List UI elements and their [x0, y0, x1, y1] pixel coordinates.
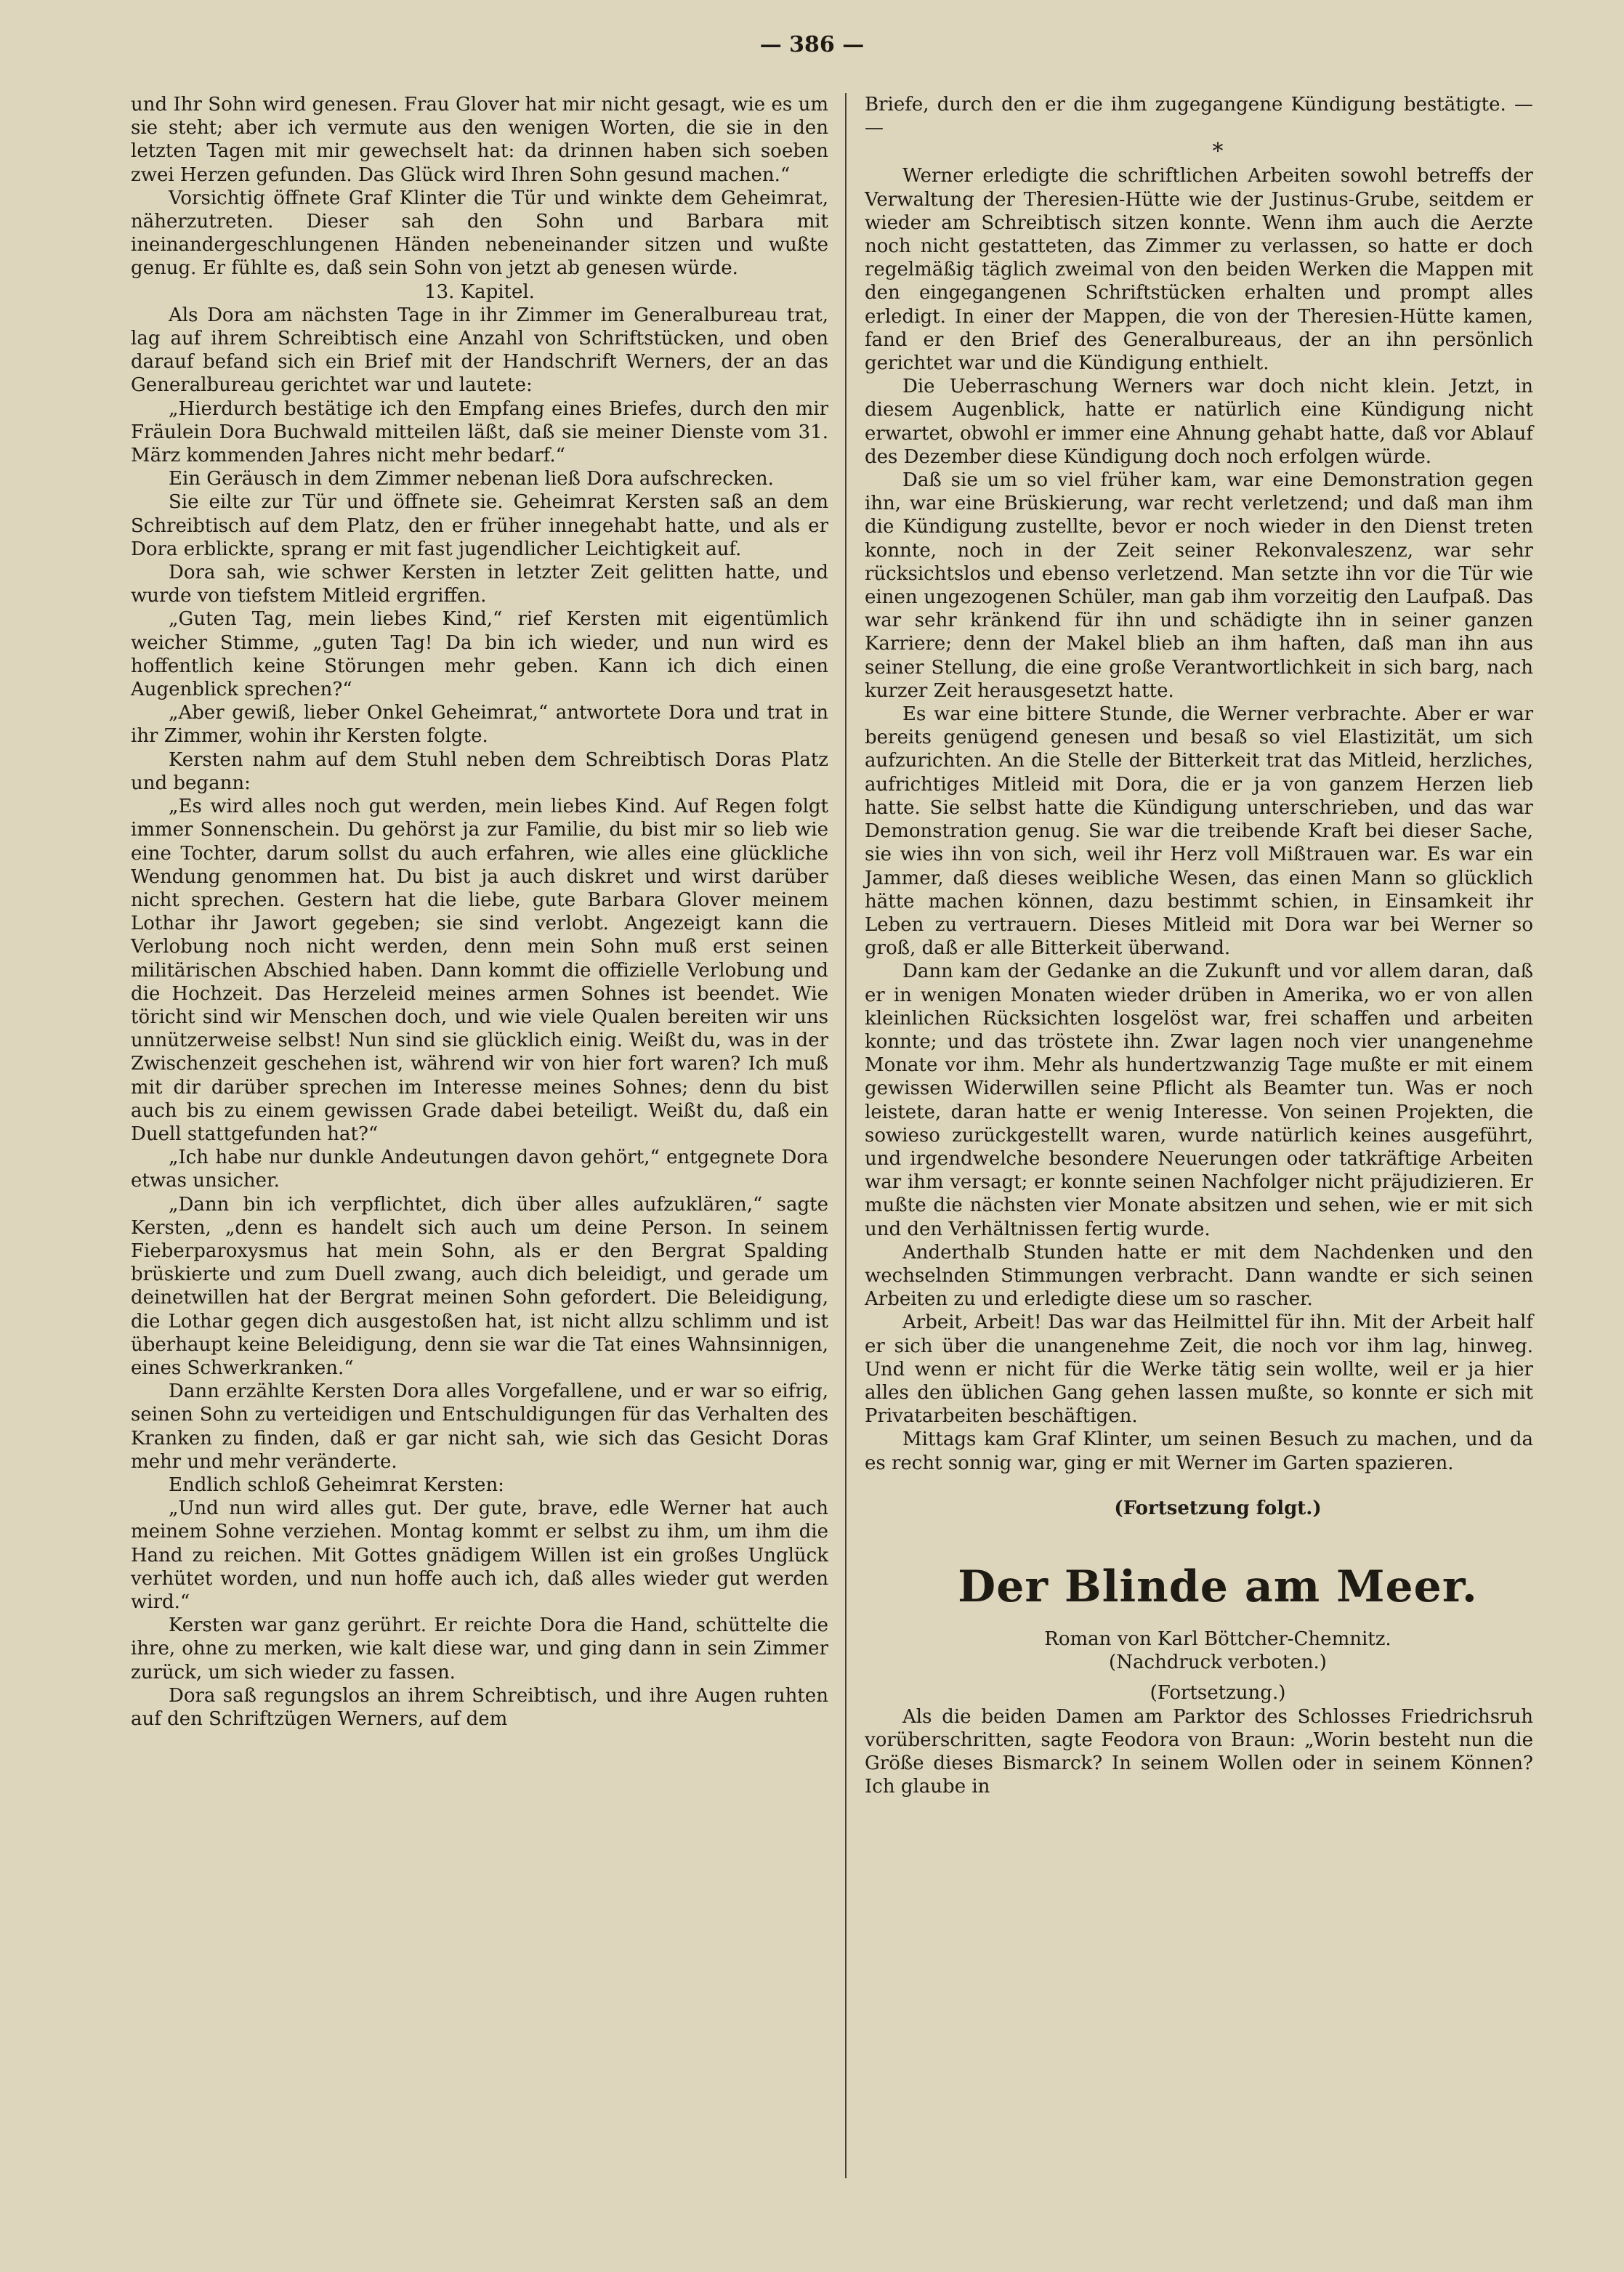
paragraph: Kersten war ganz gerührt. Er reichte Dora die Hand, schüttelte die ihre, ohne zu merken, wie kalt diese war, und ging dann in sein Zimmer zurück, um sich wieder zu fassen.: [131, 1614, 828, 1683]
chapter-heading: 13. Kapitel.: [424, 280, 535, 303]
paragraph: „Hierdurch bestätige ich den Empfang eines Briefes, durch den mir Fräulein Dora Buchwald mitteilen läßt, daß sie meiner Dienste vom 31. März kommenden Jahres nicht mehr bedarf.“: [131, 397, 828, 467]
paragraph: Dora saß regungslos an ihrem Schreibtisch, und ihre Augen ruhten auf den Schriftzügen Werners, auf dem: [131, 1684, 828, 1731]
reprint-notice: (Nachdruck verboten.): [1109, 1652, 1327, 1674]
paragraph: Ein Geräusch in dem Zimmer nebenan ließ Dora aufschrecken.: [169, 468, 774, 490]
paragraph: und Ihr Sohn wird genesen. Frau Glover hat mir nicht gesagt, wie es um sie steht; aber ich vermute aus den wenigen Worten, die sie in den letzten Tagen mit mir gewechselt hat: da drinnen haben sich soeben zwei Herzen gefunden. Das Glück wird Ihren Sohn gesund machen.“: [131, 94, 828, 186]
paragraph: „Aber gewiß, lieber Onkel Geheimrat,“ antwortete Dora und trat in ihr Zimmer, wohin ihr Kersten folgte.: [131, 702, 828, 748]
paragraph: „Dann bin ich verpflichtet, dich über alles aufzuklären,“ sagte Kersten, „denn es handelt sich auch um deine Person. In seinem Fieberparoxysmus hat mein Sohn, als er den Bergrat Spalding brüskierte und zum Duell zwang, auch dich beleidigt, und gerade um deinetwillen hat der Bergrat meinen Sohn gefordert. Die Beleidigung, die Lothar gegen dich ausgestoßen hat, ist nicht allzu schlimm und ist überhaupt keine Beleidigung, denn sie war die Tat eines Wahnsinnigen, eines Schwerkranken.“: [131, 1193, 828, 1379]
paragraph: Vorsichtig öffnete Graf Klinter die Tür und winkte dem Geheimrat, näherzutreten. Dieser sah den Sohn und Barbara mit ineinandergeschlungenen Händen nebeneinander sitzen und wußte genug. Er fühlte es, daß sein Sohn von jetzt ab genesen würde.: [131, 187, 828, 280]
paragraph: Dann erzählte Kersten Dora alles Vorgefallene, und er war so eifrig, seinen Sohn zu verteidigen und Entschuldigungen für das Verhalten des Kranken zu finden, daß er gar nicht sah, wie sich das Gesicht Doras mehr und mehr veränderte.: [131, 1380, 828, 1473]
paragraph: „Ich habe nur dunkle Andeutungen davon gehört,“ entgegnete Dora etwas unsicher.: [131, 1147, 828, 1192]
paragraph: „Es wird alles noch gut werden, mein liebes Kind. Auf Regen folgt immer Sonnenschein. Du gehörst ja zur Familie, du bist mir so lieb wie eine Tochter, darum sollst du auch erfahren, wie alles eine glückliche Wendung genommen hat. Du bist ja auch diskret und wirst darüber nicht sprechen. Gestern hat die liebe, gute Barbara Glover meinem Lothar ihr Jawort gegeben; sie sind verlobt. Angezeigt kann die Verlobung noch nicht werden, denn mein Sohn muß erst seinen militärischen Abschied haben. Dann kommt die offizielle Verlobung und die Hochzeit. Das Herzeleid meines armen Sohnes ist beendet. Wie töricht sind wir Menschen doch, und wie viele Qualen bereiten wir uns unnützerweise selbst! Nun sind sie glücklich einig. Weißt du, was in der Zwischenzeit geschehen ist, während wir von hier fort waren? Ich muß mit dir darüber sprechen im Interesse meines Sohnes; denn du bist auch bis zu einem gewissen Grade dabei beteiligt. Weißt du, daß ein Duell stattgefunden hat?“: [131, 796, 828, 1145]
paragraph: Dora sah, wie schwer Kersten in letzter Zeit gelitten hatte, und wurde von tiefstem Mitleid ergriffen.: [131, 562, 828, 607]
paragraph: Sie eilte zur Tür und öffnete sie. Geheimrat Kersten saß an dem Schreibtisch auf dem Platz, den er früher innegehabt hatte, und als er Dora erblickte, sprang er mit fast jugendlicher Leichtigkeit auf.: [131, 491, 828, 560]
paragraph: Es war eine bittere Stunde, die Werner verbrachte. Aber er war bereits genügend genesen und besaß so viel Elastizität, um sich aufzurichten. An die Stelle der Bitterkeit trat das Mitleid, herzliches, aufrichtiges Mitleid mit Dora, die er ja von ganzem Herzen lieb hatte. Sie selbst hatte die Kündigung unterschrieben, und das war Demonstration genug. Sie war die treibende Kraft bei dieser Sache, sie wies ihn von sich, weil ihr Herz voll Mißtrauen war. Es war ein Jammer, daß dieses weibliche Wesen, das einen Mann so glücklich hätte machen können, dazu bestimmt schien, in Einsamkeit ihr Leben zu vertrauern. Dieses Mitleid mit Dora war bei Werner so groß, daß er alle Bitterkeit überwand.: [865, 703, 1533, 960]
paragraph: Dann kam der Gedanke an die Zukunft und vor allem daran, daß er in wenigen Monaten wieder drüben in Amerika, wo er von allen kleinlichen Rücksichten losgelöst war, frei schaffen und arbeiten konnte; und das tröstete ihn. Zwar lagen noch vier unangenehme Monate vor ihm. Mehr als hundertzwanzig Tage mußte er mit einem gewissen Widerwillen seine Pflicht als Beamter tun. Was er noch leistete, daran hatte er wenig Interesse. Von seinen Projekten, die sowieso zurückgestellt waren, wurde natürlich keines ausgeführt, und irgendwelche besondere Neuerungen oder tatkräftige Arbeiten war ihm versagt; er konnte seinen Nachfolger nicht präjudizieren. Er mußte die nächsten vier Monate absitzen und sehen, wie er mit sich und den Verhältnissen fertig wurde.: [865, 961, 1533, 1240]
continuation-label: (Fortsetzung.): [1150, 1682, 1286, 1705]
paragraph: Die Ueberraschung Werners war doch nicht klein. Jetzt, in diesem Augenblick, hatte er natürlich eine Kündigung nicht erwartet, obwohl er immer eine Ahnung gehabt hatte, daß vor Ablauf des Dezember diese Kündigung doch noch erfolgen würde.: [865, 376, 1533, 468]
continuation-note: (Fortsetzung folgt.): [1114, 1497, 1322, 1519]
paragraph: „Und nun wird alles gut. Der gute, brave, edle Werner hat auch meinem Sohne verziehen. Montag kommt er selbst zu ihm, um ihm die Hand zu reichen. Mit Gottes gnädigem Willen ist ein großes Unglück verhütet worden, und nun hoffe auch ich, daß alles wieder gut werden wird.“: [131, 1497, 828, 1613]
left-column: [131, 93, 828, 1731]
novel-section: [865, 1561, 1533, 1798]
paragraph: Als die beiden Damen am Parktor des Schlosses Friedrichsruh vorüberschritten, sagte Feodora von Braun: „Worin besteht nun die Größe dieses Bismarck? In seinem Wollen oder in seinem Können? Ich glaube in: [865, 1705, 1533, 1798]
paragraph: Werner erledigte die schriftlichen Arbeiten sowohl betreffs der Verwaltung der Theresien-Hütte wie der Justinus-Grube, seitdem er wieder am Schreibtisch sitzen konnte. Wenn ihm auch die Aerzte noch nicht gestatteten, das Zimmer zu verlassen, so hatte er doch regelmäßig täglich zweimal von den beiden Werken die Mappen mit den eingegangenen Schriftstücken erhalten und prompt alles erledigt. In einer der Mappen, die von der Theresien-Hütte kamen, fand er den Brief des Generalbureaus, der an ihn persönlich gerichtet war und die Kündigung enthielt.: [865, 165, 1533, 375]
paragraph: Daß sie um so viel früher kam, war eine Demonstration gegen ihn, war eine Brüskierung, war recht verletzend; und daß man ihm die Kündigung zustellte, bevor er noch wieder in den Dienst treten konnte, noch in der Zeit seiner Rekonvaleszenz, war sehr rücksichtslos und ebenso verletzend. Man setzte ihn vor die Tür wie einen ungezogenen Schüler, man gab ihm vorzeitig den Laufpaß. Das war sehr kränkend für ihn und schädigte ihn in seiner ganzen Karriere; denn der Makel blieb an ihm haften, daß man ihn aus seiner Stellung, die eine große Verantwortlichkeit in sich barg, nach kurzer Zeit herausgesetzt hatte.: [865, 469, 1533, 702]
paragraph: Anderthalb Stunden hatte er mit dem Nachdenken und den wechselnden Stimmungen verbracht. Dann wandte er sich seinen Arbeiten zu und erledigte diese um so rascher.: [865, 1241, 1533, 1311]
column-divider: [845, 93, 847, 2178]
novel-byline: Roman von Karl Böttcher-Chemnitz.: [1044, 1628, 1391, 1650]
paragraph: Kersten nahm auf dem Stuhl neben dem Schreibtisch Doras Platz und begann:: [131, 748, 828, 794]
paragraph: Endlich schloß Geheimrat Kersten:: [169, 1473, 504, 1496]
novel-title: Der Blinde am Meer.: [958, 1561, 1478, 1612]
paragraph: Als Dora am nächsten Tage in ihr Zimmer im Generalbureau trat, lag auf ihrem Schreibtisch eine Anzahl von Schriftstücken, und oben darauf befand sich ein Brief mit der Handschrift Werners, der an das Generalbureau gerichtet war und lautete:: [131, 304, 828, 397]
paragraph: Arbeit, Arbeit! Das war das Heilmittel für ihn. Mit der Arbeit half er sich über die unangenehme Zeit, die noch vor ihm lag, hinweg. Und wenn er nicht für die Werke tätig sein wollte, weil er ja hier alles den üblichen Gang gehen lassen mußte, so konnte er sich mit Privatarbeiten beschäftigen.: [865, 1311, 1533, 1428]
right-column: [865, 93, 1533, 1798]
paragraph: Mittags kam Graf Klinter, um seinen Besuch zu machen, und da es recht sonnig war, ging er mit Werner im Garten spazieren.: [865, 1428, 1533, 1474]
paragraph: Briefe, durch den er die ihm zugegangene Kündigung bestätigte. — —: [865, 94, 1533, 140]
section-separator: *: [1212, 139, 1224, 165]
paragraph: „Guten Tag, mein liebes Kind,“ rief Kersten mit eigentümlich weicher Stimme, „guten Tag! Da bin ich wieder, und nun wird es hoffentlich keine Störungen mehr geben. Kann ich dich einen Augenblick sprechen?“: [131, 608, 828, 701]
page-number: — 386 —: [759, 32, 865, 57]
